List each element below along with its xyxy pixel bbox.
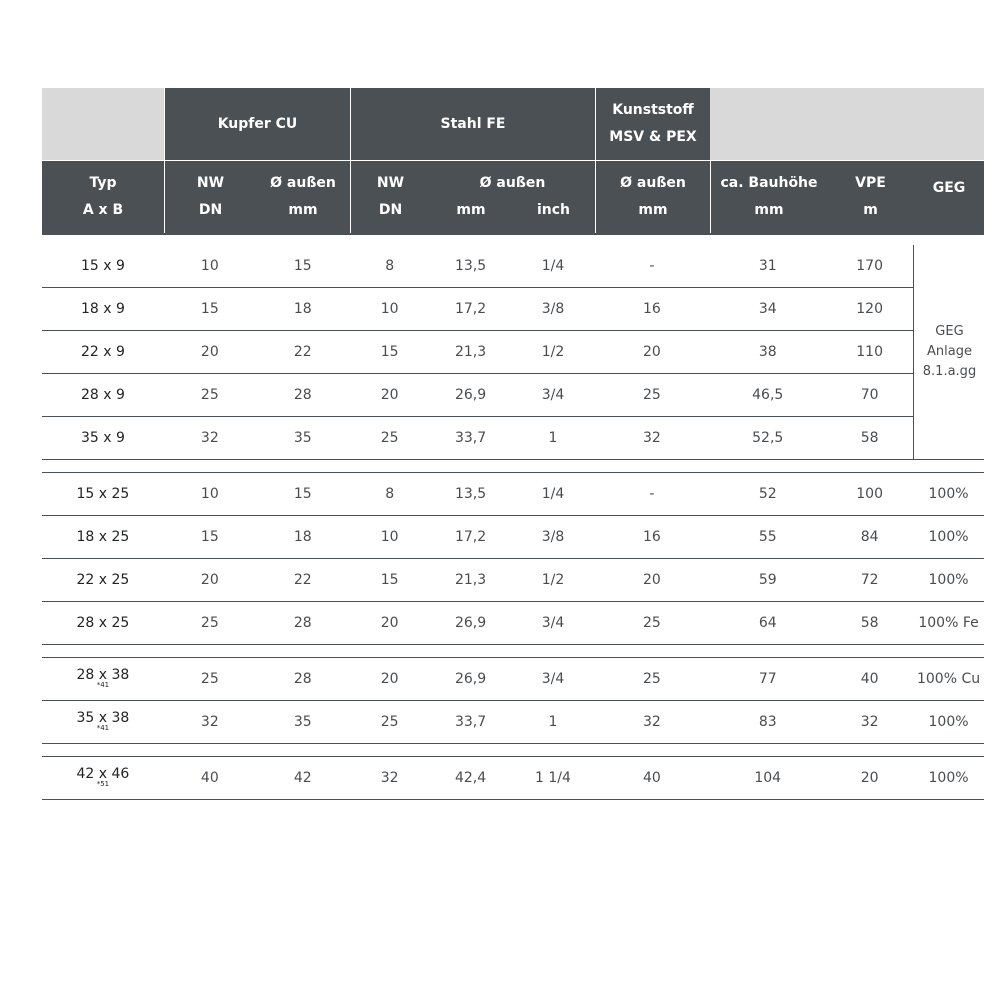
cell-cu-od-value: 18 (293, 301, 312, 317)
cell-fe-mm (430, 602, 512, 644)
header-vpe (827, 161, 914, 233)
header-cu-nw-label: NW (196, 175, 225, 191)
cell-fe-nw (350, 331, 430, 373)
cell-cu-od-value: 42 (293, 770, 312, 786)
cell-fe-mm (430, 473, 512, 515)
header-cu-od (256, 161, 350, 233)
cell-fe-mm-value: 13,5 (454, 258, 487, 274)
cell-ks-od-value: 25 (642, 671, 661, 687)
cell-fe-nw-value: 25 (380, 430, 399, 446)
table-row (42, 602, 984, 645)
header-divider (42, 233, 984, 235)
cell-cu-od (256, 516, 350, 558)
cell-geg (913, 559, 984, 601)
cell-fe-mm-value: 21,3 (454, 344, 487, 360)
cell-height-value: 64 (758, 615, 777, 631)
cell-cu-od-value: 28 (293, 615, 312, 631)
cell-fe-nw-value: 10 (380, 301, 399, 317)
header-kunststoff-label: Kunststoff (612, 102, 694, 118)
cell-geg (913, 658, 984, 700)
cell-cu-od-value: 22 (293, 344, 312, 360)
cell-fe-inch (512, 288, 595, 330)
cell-ks-od-value: 32 (642, 714, 661, 730)
cell-typ-value: 28 x 25 (76, 615, 130, 631)
table-row (42, 559, 984, 602)
table-row (42, 331, 984, 374)
cell-vpe-value: 70 (860, 387, 879, 403)
cell-ks-od (594, 374, 709, 416)
cell-cu-od-value: 35 (293, 714, 312, 730)
header-geg (914, 161, 984, 233)
cell-geg-value: 100% (928, 770, 969, 786)
cell-height-value: 46,5 (752, 387, 784, 403)
cell-cu-nw (164, 658, 256, 700)
cell-cu-nw (164, 701, 256, 743)
cell-geg (913, 602, 984, 644)
cell-height (709, 417, 826, 459)
cell-fe-inch-value: 1/2 (541, 572, 565, 588)
cell-cu-nw-value: 20 (200, 572, 219, 588)
cell-vpe (826, 757, 913, 799)
header-cu-nw (164, 161, 256, 233)
header-blank-left (42, 88, 164, 160)
cell-typ (42, 288, 164, 330)
cell-cu-od (256, 417, 350, 459)
cell-cu-od-value: 18 (293, 529, 312, 545)
header-fe-od (430, 161, 595, 233)
cell-fe-nw-value: 15 (380, 572, 399, 588)
cell-geg (913, 516, 984, 558)
header-typ-label: Typ (89, 175, 117, 191)
cell-typ-footnote: *41 (96, 681, 110, 689)
cell-vpe (826, 288, 913, 330)
cell-fe-nw (350, 658, 430, 700)
cell-ks-od (594, 473, 709, 515)
cell-typ (42, 516, 164, 558)
cell-vpe-value: 100 (856, 486, 883, 502)
cell-cu-od (256, 288, 350, 330)
cell-geg-value: 100% Fe (918, 615, 979, 631)
header-fe-nw-label: NW (376, 175, 405, 191)
cell-fe-mm-value: 42,4 (454, 770, 487, 786)
cell-typ-footnote: *41 (96, 724, 110, 732)
cell-fe-nw (350, 559, 430, 601)
cell-typ (42, 602, 164, 644)
header-stahl (350, 88, 595, 160)
cell-vpe-value: 58 (860, 615, 879, 631)
cell-fe-mm (430, 288, 512, 330)
cell-height (709, 374, 826, 416)
cell-ks-od-value: 25 (642, 615, 661, 631)
cell-fe-nw (350, 701, 430, 743)
cell-typ-value: 35 x 38 (76, 710, 130, 726)
cell-fe-nw-value: 32 (380, 770, 399, 786)
cell-fe-inch-value: 3/4 (541, 615, 565, 631)
cell-cu-od (256, 658, 350, 700)
cell-height (709, 559, 826, 601)
cell-fe-inch-value: 3/4 (541, 671, 565, 687)
cell-fe-mm-value: 33,7 (454, 430, 487, 446)
cell-typ (42, 701, 164, 743)
cell-typ (42, 559, 164, 601)
cell-fe-inch (512, 658, 595, 700)
cell-typ-value: 28 x 38 (76, 667, 130, 683)
cell-vpe-value: 72 (860, 572, 879, 588)
geg-line-1: GEG (935, 324, 964, 339)
cell-height (709, 658, 826, 700)
cell-cu-nw-value: 40 (200, 770, 219, 786)
cell-height (709, 701, 826, 743)
cell-geg-value: 100% (928, 486, 969, 502)
cell-ks-od-value: 25 (642, 387, 661, 403)
header-cu-od-label: Ø außen (270, 175, 336, 191)
cell-fe-inch-value: 3/8 (541, 301, 565, 317)
cell-vpe-value: 20 (860, 770, 879, 786)
cell-geg-value: 100% Cu (916, 671, 981, 687)
cell-fe-mm-value: 26,9 (454, 615, 487, 631)
cell-typ-value: 15 x 25 (76, 486, 130, 502)
cell-cu-od (256, 701, 350, 743)
cell-cu-nw-value: 32 (200, 430, 219, 446)
table-row (42, 245, 984, 288)
cell-fe-nw (350, 757, 430, 799)
cell-typ (42, 658, 164, 700)
cell-ks-od-value: 40 (642, 770, 661, 786)
cell-cu-nw-value: 25 (200, 615, 219, 631)
cell-height-value: 31 (758, 258, 777, 274)
cell-cu-nw (164, 288, 256, 330)
cell-cu-od (256, 757, 350, 799)
cell-fe-nw-value: 25 (380, 714, 399, 730)
cell-vpe (826, 245, 913, 287)
cell-fe-mm-value: 21,3 (454, 572, 487, 588)
geg-line-2: Anlage (927, 344, 972, 359)
cell-fe-mm (430, 559, 512, 601)
cell-vpe (826, 602, 913, 644)
table-row (42, 417, 984, 460)
header-kupfer-label: Kupfer CU (217, 115, 298, 132)
header-fe-mm: mm (456, 202, 486, 218)
cell-ks-od-value: 20 (642, 572, 661, 588)
cell-fe-inch (512, 473, 595, 515)
cell-cu-nw-value: 15 (200, 301, 219, 317)
cell-fe-mm-value: 26,9 (454, 671, 487, 687)
cell-vpe (826, 417, 913, 459)
cell-geg-value: 100% (928, 714, 969, 730)
cell-fe-inch-value: 1/4 (541, 258, 565, 274)
cell-ks-od (594, 701, 709, 743)
cell-cu-od-value: 28 (293, 387, 312, 403)
header-fe-nw-unit: DN (378, 202, 403, 218)
header-ks-od-unit: mm (638, 202, 668, 218)
cell-fe-mm (430, 417, 512, 459)
table-row (42, 374, 984, 417)
cell-vpe (826, 559, 913, 601)
cell-cu-od (256, 374, 350, 416)
cell-typ-value: 18 x 25 (76, 529, 130, 545)
cell-ks-od (594, 331, 709, 373)
header-kupfer (164, 88, 350, 160)
cell-fe-inch-value: 1/2 (541, 344, 565, 360)
table-group-4 (42, 756, 984, 800)
cell-fe-inch (512, 701, 595, 743)
cell-fe-mm-value: 17,2 (454, 301, 487, 317)
cell-typ-footnote: *51 (96, 780, 110, 788)
cell-cu-od (256, 559, 350, 601)
cell-fe-mm-value: 33,7 (454, 714, 487, 730)
cell-vpe-value: 120 (856, 301, 883, 317)
cell-cu-od (256, 602, 350, 644)
cell-height (709, 516, 826, 558)
cell-cu-od (256, 331, 350, 373)
header-msv-pex-label: MSV & PEX (609, 129, 697, 145)
cell-height-value: 77 (758, 671, 777, 687)
cell-height-value: 38 (758, 344, 777, 360)
cell-fe-mm (430, 245, 512, 287)
cell-fe-inch (512, 559, 595, 601)
header-blank-right (710, 88, 984, 160)
cell-fe-inch (512, 602, 595, 644)
header-fe-inch: inch (536, 202, 571, 218)
cell-fe-inch-value: 1 (548, 430, 558, 446)
cell-vpe (826, 473, 913, 515)
cell-fe-inch (512, 374, 595, 416)
header-cu-od-unit: mm (288, 202, 318, 218)
cell-fe-mm (430, 757, 512, 799)
header-group-row (42, 88, 984, 160)
table-row (42, 473, 984, 516)
geg-merged-cell (913, 245, 985, 459)
cell-fe-mm (430, 374, 512, 416)
cell-fe-mm (430, 658, 512, 700)
cell-ks-od-value: 16 (642, 529, 661, 545)
cell-height-value: 55 (758, 529, 777, 545)
spec-table (42, 88, 984, 800)
cell-geg-value: 100% (928, 529, 969, 545)
cell-cu-nw (164, 516, 256, 558)
cell-typ-value: 22 x 25 (76, 572, 130, 588)
cell-typ (42, 374, 164, 416)
cell-ks-od (594, 288, 709, 330)
cell-typ (42, 331, 164, 373)
header-height-unit: mm (754, 202, 784, 218)
cell-fe-nw (350, 516, 430, 558)
cell-geg (913, 701, 984, 743)
cell-fe-nw (350, 374, 430, 416)
cell-fe-nw (350, 245, 430, 287)
cell-fe-nw (350, 417, 430, 459)
header-vpe-label: VPE (855, 175, 886, 191)
cell-fe-nw-value: 15 (380, 344, 399, 360)
cell-fe-inch-value: 3/8 (541, 529, 565, 545)
cell-ks-od-value: 32 (642, 430, 661, 446)
cell-height (709, 602, 826, 644)
header-stahl-label: Stahl FE (440, 115, 506, 132)
header-column-row (42, 160, 984, 233)
cell-height-value: 104 (754, 770, 782, 786)
cell-cu-nw (164, 559, 256, 601)
cell-height (709, 245, 826, 287)
cell-fe-inch (512, 516, 595, 558)
table-group-1 (42, 245, 984, 460)
cell-ks-od (594, 602, 709, 644)
header-typ (42, 161, 164, 233)
cell-geg (913, 473, 984, 515)
cell-fe-nw-value: 8 (385, 486, 395, 502)
cell-height (709, 757, 826, 799)
cell-cu-od-value: 28 (293, 671, 312, 687)
cell-ks-od (594, 559, 709, 601)
cell-vpe-value: 58 (860, 430, 879, 446)
table-row (42, 516, 984, 559)
cell-vpe (826, 658, 913, 700)
cell-ks-od (594, 245, 709, 287)
cell-typ (42, 473, 164, 515)
cell-vpe-value: 84 (860, 529, 879, 545)
cell-fe-nw (350, 602, 430, 644)
cell-cu-nw (164, 602, 256, 644)
header-cu-nw-unit: DN (198, 202, 223, 218)
cell-height-value: 59 (758, 572, 777, 588)
cell-typ (42, 417, 164, 459)
cell-cu-nw-value: 20 (200, 344, 219, 360)
cell-fe-mm-value: 26,9 (454, 387, 487, 403)
cell-cu-od-value: 15 (293, 258, 312, 274)
cell-fe-inch (512, 331, 595, 373)
cell-fe-nw (350, 288, 430, 330)
cell-height-value: 34 (758, 301, 777, 317)
cell-height (709, 473, 826, 515)
cell-vpe-value: 170 (856, 258, 883, 274)
cell-ks-od (594, 757, 709, 799)
cell-fe-inch-value: 1 (548, 714, 558, 730)
cell-cu-nw-value: 32 (200, 714, 219, 730)
header-fe-nw (350, 161, 430, 233)
header-kunststoff (595, 88, 710, 160)
cell-ks-od-value: 20 (642, 344, 661, 360)
cell-typ-value: 15 x 9 (80, 258, 125, 274)
cell-ks-od-value: - (649, 258, 655, 274)
cell-fe-inch (512, 757, 595, 799)
cell-geg-value: 100% (928, 572, 969, 588)
table-row (42, 288, 984, 331)
cell-fe-inch-value: 1 1/4 (535, 770, 571, 786)
cell-height (709, 288, 826, 330)
cell-cu-od (256, 473, 350, 515)
header-ks-od (595, 161, 710, 233)
cell-typ-value: 35 x 9 (80, 430, 125, 446)
header-height-label: ca. Bauhöhe (720, 175, 818, 191)
cell-fe-mm (430, 516, 512, 558)
cell-vpe (826, 331, 913, 373)
cell-ks-od (594, 417, 709, 459)
cell-fe-mm-value: 13,5 (454, 486, 487, 502)
cell-cu-nw (164, 374, 256, 416)
table-group-3 (42, 657, 984, 744)
cell-fe-nw-value: 20 (380, 387, 399, 403)
cell-fe-inch-value: 3/4 (541, 387, 565, 403)
cell-cu-nw (164, 757, 256, 799)
cell-fe-nw-value: 20 (380, 671, 399, 687)
cell-typ-value: 42 x 46 (76, 766, 130, 782)
header-fe-od-label: Ø außen (479, 175, 546, 191)
cell-cu-nw (164, 473, 256, 515)
cell-fe-nw-value: 20 (380, 615, 399, 631)
header-ks-od-label: Ø außen (620, 175, 686, 191)
header-height (710, 161, 827, 233)
cell-typ-value: 18 x 9 (80, 301, 125, 317)
cell-height (709, 331, 826, 373)
cell-cu-nw-value: 10 (200, 258, 219, 274)
cell-ks-od (594, 658, 709, 700)
table-row (42, 658, 984, 701)
cell-cu-od-value: 22 (293, 572, 312, 588)
table-row (42, 701, 984, 744)
header-typ-unit: A x B (82, 202, 124, 218)
cell-vpe-value: 32 (860, 714, 879, 730)
table-row (42, 757, 984, 800)
cell-fe-mm (430, 331, 512, 373)
cell-typ (42, 757, 164, 799)
cell-cu-od-value: 15 (293, 486, 312, 502)
cell-fe-mm (430, 701, 512, 743)
cell-fe-inch (512, 417, 595, 459)
cell-cu-nw-value: 25 (200, 671, 219, 687)
cell-typ-value: 22 x 9 (80, 344, 125, 360)
cell-typ (42, 245, 164, 287)
cell-geg (913, 757, 984, 799)
cell-cu-nw (164, 417, 256, 459)
cell-cu-nw-value: 10 (200, 486, 219, 502)
cell-vpe-value: 110 (856, 344, 883, 360)
cell-ks-od-value: 16 (642, 301, 661, 317)
cell-fe-nw (350, 473, 430, 515)
cell-height-value: 52 (758, 486, 777, 502)
cell-vpe (826, 701, 913, 743)
cell-fe-inch (512, 245, 595, 287)
cell-fe-nw-value: 10 (380, 529, 399, 545)
cell-height-value: 83 (758, 714, 777, 730)
cell-vpe (826, 516, 913, 558)
cell-cu-od (256, 245, 350, 287)
cell-cu-nw-value: 15 (200, 529, 219, 545)
cell-cu-od-value: 35 (293, 430, 312, 446)
cell-vpe-value: 40 (860, 671, 879, 687)
header-vpe-unit: m (863, 202, 878, 218)
cell-cu-nw-value: 25 (200, 387, 219, 403)
cell-vpe (826, 374, 913, 416)
cell-ks-od (594, 516, 709, 558)
cell-fe-mm-value: 17,2 (454, 529, 487, 545)
geg-line-3: 8.1.a.gg (922, 364, 977, 379)
table-group-2 (42, 472, 984, 645)
cell-ks-od-value: - (649, 486, 655, 502)
cell-typ-value: 28 x 9 (80, 387, 125, 403)
cell-height-value: 52,5 (752, 430, 784, 446)
cell-fe-nw-value: 8 (385, 258, 395, 274)
header-geg-label: GEG (932, 180, 966, 196)
cell-cu-nw (164, 331, 256, 373)
cell-cu-nw (164, 245, 256, 287)
cell-fe-inch-value: 1/4 (541, 486, 565, 502)
